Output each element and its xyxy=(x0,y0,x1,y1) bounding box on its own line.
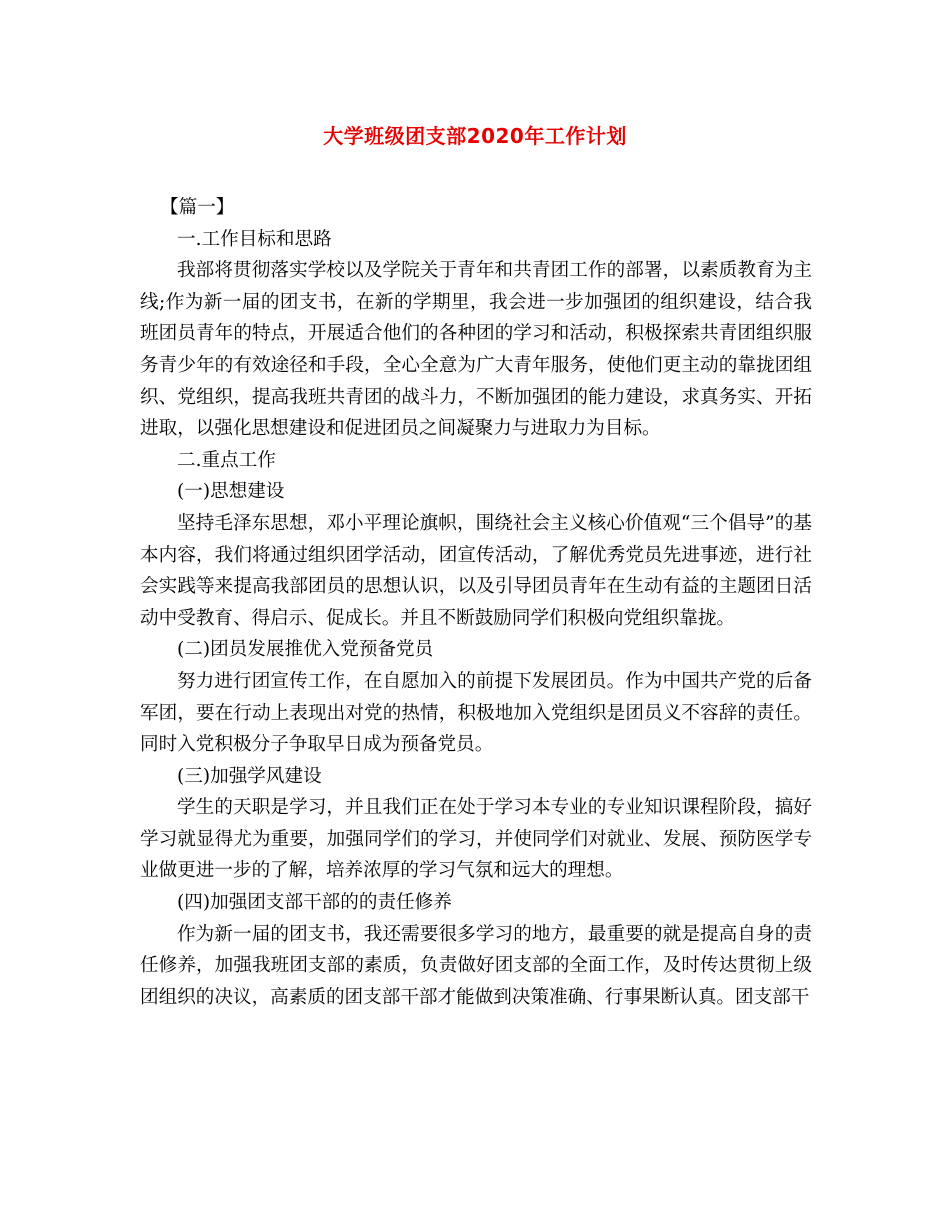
section-label: 【篇一】 xyxy=(160,197,235,218)
paragraph-study-style: 学生的天职是学习，并且我们正在处于学习本专业的专业知识课程阶段，搞好学习就显得尤为重要，加强同学们的学习，并使同学们对就业、发展、预防医学专业做更进一步的了解，培养浓厚的学习气氛和远大的理想。 xyxy=(140,797,812,882)
heading-goals: 一.工作目标和思路 xyxy=(177,228,332,250)
subheading-cadre-responsibility: (四)加强团支部干部的的责任修养 xyxy=(177,892,452,914)
subheading-ideology: (一)思想建设 xyxy=(177,481,285,503)
paragraph-ideology: 坚持毛泽东思想，邓小平理论旗帜，围绕社会主义核心价值观“三个倡导”的基本内容，我们将通过组织团学活动，团宣传活动，了解优秀党员先进事迹，进行社会实践等来提高我部团员的思想认识，以及引导团员青年在生动有益的主题团日活动中受教育、得启示、促成长。并且不断鼓励同学们积极向党组织靠拢。 xyxy=(140,512,812,629)
paragraph-member-development: 努力进行团宣传工作，在自愿加入的前提下发展团员。作为中国共产党的后备军团，要在行动上表现出对党的热情，积极地加入党组织是团员义不容辞的责任。同时入党积极分子争取早日成为预备党员。 xyxy=(140,670,812,756)
paragraph-goals: 我部将贯彻落实学校以及学院关于青年和共青团工作的部署，以素质教育为主线;作为新一届的团支书，在新的学期里，我会进一步加强团的组织建设，结合我班团员青年的特点，开展适合他们的各种团的学习和活动，积极探索共青团组织服务青少年的有效途径和手段，全心全意为广大青年服务，使他们更主动的靠拢团组织、党组织，提高我班共青团的战斗力，不断加强团的能力建设，求真务实、开拓进取，以强化思想建设和促进团员之间凝聚力与进取力为目标。 xyxy=(140,260,812,440)
document-title: 大学班级团支部2020年工作计划 xyxy=(323,124,627,148)
subheading-member-development: (二)团员发展推优入党预备党员 xyxy=(177,639,434,661)
paragraph-cadre-responsibility: 作为新一届的团支书，我还需要很多学习的地方，最重要的就是提高自身的责任修养，加强我班团支部的素质，负责做好团支部的全面工作，及时传达贯彻上级团组织的决议，高素质的团支部干部才能做到决策准确、行事果断认真。团支部干 xyxy=(140,923,812,1008)
subheading-study-style: (三)加强学风建设 xyxy=(177,765,322,787)
document-body xyxy=(140,192,812,1013)
heading-key-work: 二.重点工作 xyxy=(177,449,276,471)
